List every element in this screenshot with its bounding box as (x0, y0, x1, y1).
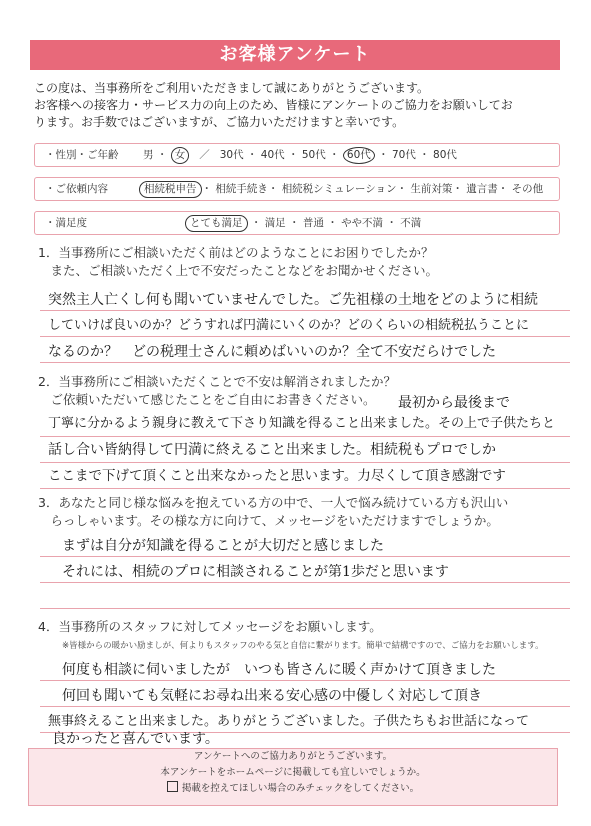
question-1 (38, 244, 568, 280)
option-age[interactable]: 50代 (301, 149, 326, 161)
answer-4-line: 何度も相談に伺いましたが いつも皆さんに暖く声かけて頂きました (62, 662, 496, 678)
gender-age-label: ・性別・ご年齢 (45, 149, 119, 161)
request-box (34, 177, 560, 201)
option-satisfaction[interactable]: やや不満 (341, 217, 384, 229)
option-request[interactable]: その他 (511, 183, 544, 195)
question-line: 4．当事務所のスタッフに対してメッセージをお願いします。 (38, 619, 382, 634)
answer-1-line: なるのか？ どの税理士さんに頼めばいいのか？全て不安だらけでした (48, 344, 496, 360)
question-line: 1．当事務所にご相談いただく前はどのようなことにお困りでしたか？ (38, 245, 434, 260)
answer-2-line: ここまで下げて頂くこと出来なかったと思います。力尽くして頂き感謝です (48, 468, 506, 484)
option-satisfaction[interactable]: 満足 (264, 217, 286, 229)
intro-line: ります。お手数ではございますが、ご協力いただけますと幸いです。 (34, 115, 405, 129)
ruled-line (40, 436, 570, 437)
answer-2-line: 話し合い皆納得して円満に終えること出来ました。相続税もプロでしか (48, 442, 496, 458)
satisfaction-label: ・満足度 (45, 217, 87, 229)
request-label: ・ご依頼内容 (45, 183, 108, 195)
option-satisfaction[interactable]: 普通 (302, 217, 324, 229)
question-line: また、ご相談いただく上で不安だったことなどをお聞かせください。 (38, 263, 439, 278)
intro-text (34, 80, 564, 131)
survey-title: お客様アンケート (30, 40, 560, 70)
option-male[interactable]: 男 (143, 149, 154, 161)
ruled-line (40, 680, 570, 681)
answer-4-line: 無事終えること出来ました。ありがとうございました。子供たちもお世話になって (48, 714, 530, 729)
option-request-selected[interactable]: 相続税申告 (139, 181, 202, 198)
option-request[interactable]: 遺言書 (466, 183, 498, 195)
slash: ／ (199, 149, 210, 161)
option-request[interactable]: 相続手続き (215, 183, 268, 195)
option-request[interactable]: 相続税シミュレーション (281, 183, 397, 195)
opt-out-label: 掲載を控えてほしい場合のみチェックをしてください。 (181, 783, 420, 794)
option-age-selected[interactable]: 60代 (343, 147, 375, 164)
answer-2-line: 丁寧に分かるよう親身に教えて下さり知識を得ること出来ました。その上で子供たちと (48, 416, 556, 431)
ruled-line (40, 608, 570, 609)
footer-opt-out (29, 781, 557, 797)
intro-line: この度は、当事務所をご利用いただきまして誠にありがとうございます。 (34, 81, 430, 95)
intro-line: お客様への接客力・サービス力の向上のため、皆様にアンケートのご協力をお願いしてお (34, 98, 513, 112)
question-line: ご依頼いただいて感じたことをご自由にお書きください。 (38, 392, 376, 407)
satisfaction-box (34, 211, 560, 235)
option-female-selected[interactable]: 女 (171, 147, 190, 164)
ruled-line (40, 556, 570, 557)
question-3 (38, 494, 568, 530)
ruled-line (40, 488, 570, 489)
gender-age-box (34, 143, 560, 167)
footer-question: 本アンケートをホームページに掲載しても宜しいでしょうか。 (160, 767, 426, 778)
question-line: 2．当事務所にご相談いただくことで不安は解消されましたか？ (38, 374, 396, 389)
publication-consent-box (28, 748, 558, 806)
option-request[interactable]: 生前対策 (410, 183, 453, 195)
answer-2-line: 最初から最後まで (398, 395, 510, 411)
request-options: 相続税申告 ・ 相続手続き・ 相続税シミュレーション・ 生前対策・ 遺言書・ その他 (139, 178, 543, 200)
option-age[interactable]: 30代 (219, 149, 244, 161)
answer-3-line: それには、相続のプロに相談されることが第1歩だと思います (62, 564, 449, 580)
answer-4-line: 何回も聞いても気軽にお尋ね出来る安心感の中優しく対応して頂き (62, 688, 482, 704)
question-4 (38, 618, 568, 636)
option-age[interactable]: 40代 (260, 149, 285, 161)
opt-out-checkbox[interactable] (167, 781, 178, 792)
option-age[interactable]: 80代 (433, 149, 457, 161)
answer-3-line: まずは自分が知識を得ることが大切だと感じました (62, 538, 384, 554)
ruled-line (40, 582, 570, 583)
option-satisfaction[interactable]: 不満 (400, 217, 422, 229)
ruled-line (40, 462, 570, 463)
ruled-line (40, 362, 570, 363)
option-age[interactable]: 70代 (391, 149, 416, 161)
ruled-line (40, 310, 570, 311)
satisfaction-options: とても満足 ・ 満足 ・ 普通 ・ やや不満 ・ 不満 (185, 212, 421, 234)
ruled-line (40, 706, 570, 707)
answer-1-line: していけば良いのか？どうすれば円満にいくのか？どのくらいの相続税払うことに (48, 318, 530, 333)
question-line: らっしゃいます。その様な方に向けて、メッセージをいただけますでしょうか。 (38, 513, 499, 528)
option-satisfaction-selected[interactable]: とても満足 (185, 215, 248, 232)
footer-thanks: アンケートへのご協力ありがとうございます。 (193, 751, 393, 762)
ruled-line (40, 336, 570, 337)
gender-age-options: 男 ・ 女 ／ 30代 ・ 40代 ・ 50代 ・ 60代 ・ 70代 ・ 80代 (143, 144, 457, 166)
encouragement-note: ※皆様からの暖かい励ましが、何よりもスタッフのやる気と自信に繋がります。簡単で結構ですので、ご協力をお願いします。 (62, 641, 544, 651)
question-line: 3．あなたと同じ様な悩みを抱えている方の中で、一人で悩み続けている方も沢山い (38, 495, 509, 510)
answer-4-line: 良かったと喜んでいます。 (52, 731, 219, 747)
answer-1-line: 突然主人亡くし何も聞いていませんでした。ご先祖様の土地をどのように相続 (48, 292, 538, 308)
